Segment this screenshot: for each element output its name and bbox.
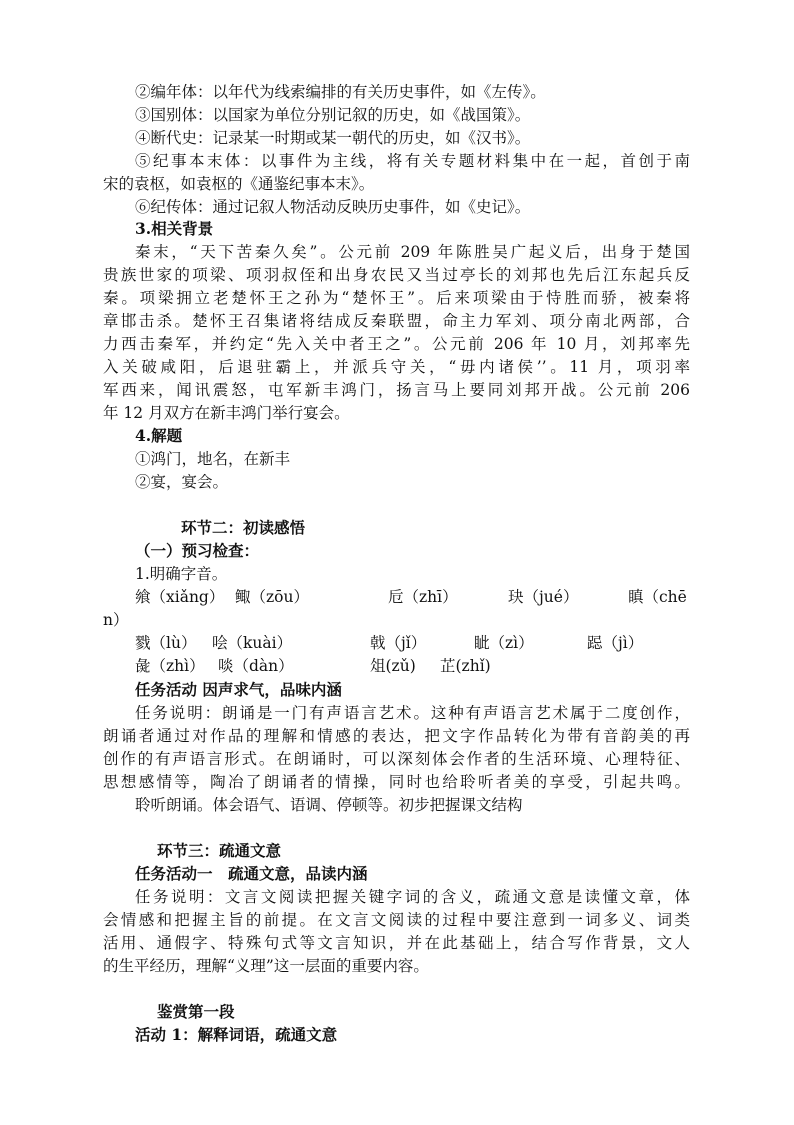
pronunciation-entry: 眦（zì） — [474, 634, 534, 652]
pronunciation-entry: 卮（zhī） — [388, 588, 458, 606]
genre-line: 宋的袁枢，如袁枢的《通鉴纪事本末》。 — [103, 175, 375, 193]
background-line: 贵族世家的项梁、项羽叔侄和出身农民又当过亭长的刘邦也先后江东起兵反 — [103, 266, 690, 284]
pronunciation-entry: 飨（xiǎng） — [135, 588, 225, 606]
background-line: 军西来，闻讯震怒，屯军新丰鸿门，扬言马上要同刘邦开战。公元前 206 — [103, 381, 690, 399]
appreciation-heading: 鉴赏第一段 — [157, 1002, 235, 1021]
section3-heading: 环节三：疏通文意 — [157, 841, 282, 860]
genre-line: ⑤纪事本末体：以事件为主线，将有关专题材料集中在一起，首创于南 — [135, 152, 690, 170]
background-line: 章邯击杀。楚怀王召集诸将结成反秦联盟，命主力军刘、项分南北两部，合 — [103, 312, 690, 330]
genre-line: ⑥纪传体：通过记叙人物活动反映历史事件，如《史记》。 — [135, 198, 531, 216]
background-line: 入关破咸阳，后退驻霸上，并派兵守关，“毋内诸侯’’。11 月，项羽率 — [103, 358, 690, 376]
pronunciation-entry: 彘（zhì） — [135, 657, 205, 675]
task-title: 任务活动一 疏通文意，品读内涵 — [135, 864, 368, 883]
pronunciation-entry: 哙（kuài） — [212, 634, 293, 652]
task-description-line: 创作的有声语言形式。在朗诵时，可以深刻体会作者的生活环境、心理特征、 — [103, 750, 690, 768]
task-description-line: 会情感和把握主旨的前提。在文言文阅读的过程中要注意到一词多义、词类 — [103, 911, 690, 929]
pronunciation-entry: 俎(zǔ) — [370, 657, 416, 675]
background-line: 秦。项梁拥立老楚怀王之孙为“楚怀王”。后来项梁由于恃胜而骄，被秦将 — [103, 289, 690, 307]
background-heading: 3.相关背景 — [135, 219, 214, 238]
genre-line: ④断代史：记录某一时期或某一朝代的历史，如《汉书》。 — [135, 129, 531, 147]
activity-heading: 活动 1：解释词语，疏通文意 — [135, 1025, 338, 1044]
pronunciation-entry: 瞋（chē — [628, 588, 687, 606]
pronunciation-entry: 戟（jǐ） — [370, 634, 427, 652]
pronunciation-entry: 跽（jì） — [587, 634, 644, 652]
pronunciation-entry: 芷(zhǐ) — [440, 657, 491, 675]
pronunciation-entry: 啖（dàn） — [218, 657, 294, 675]
genre-line: ③国别体：以国家为单位分别记叙的历史，如《战国策》。 — [135, 106, 531, 124]
task-description-line: 朗诵者通过对作品的理解和情感的表达，把文字作品转化为带有音韵美的再 — [103, 727, 690, 745]
background-line: 力西击秦军，并约定“先入关中者王之”。公元前 206 年 10 月，刘邦率先 — [103, 335, 690, 353]
pronunciation-entry-wrap: n） — [103, 611, 129, 629]
background-line: 秦末，“天下苦秦久矣”。公元前 209 年陈胜吴广起义后，出身于楚国 — [135, 243, 690, 261]
title-explain-item: ①鸿门，地名，在新丰 — [135, 450, 291, 468]
title-explain-item: ②宴，宴会。 — [135, 473, 229, 491]
pronunciation-item: 1.明确字音。 — [135, 565, 228, 583]
preview-check-heading: （一）预习检查： — [135, 541, 260, 560]
task-description-line: 的生平经历，理解“义理”这一层面的重要内容。 — [103, 957, 429, 975]
task-description-line: 任务说明：文言文阅读把握关键字词的含义，疏通文意是读懂文章，体 — [135, 888, 690, 906]
pronunciation-entry: 戮（lù） — [135, 634, 197, 652]
pronunciation-entry: 鲰（zōu） — [235, 588, 309, 606]
section2-heading: 环节二：初读感悟 — [181, 518, 306, 537]
genre-line: ②编年体：以年代为线索编排的有关历史事件，如《左传》。 — [135, 83, 546, 101]
task-description-line: 思想感情等，陶冶了朗诵者的情操，同时也给聆听者美的享受，引起共鸣。 — [103, 773, 690, 791]
listen-instruction: 聆听朗诵。体会语气、语调、停顿等。初步把握课文结构 — [135, 796, 523, 814]
pronunciation-entry: 玦（jué） — [508, 588, 579, 606]
task-description-line: 活用、通假字、特殊句式等文言知识，并在此基础上，结合写作背景，文人 — [103, 934, 690, 952]
title-explain-heading: 4.解题 — [135, 426, 183, 445]
task-title: 任务活动 因声求气，品味内涵 — [135, 680, 342, 699]
background-line: 年 12 月双方在新丰鸿门举行宴会。 — [103, 404, 350, 422]
task-description-line: 任务说明：朗诵是一门有声语言艺术。这种有声语言艺术属于二度创作， — [135, 704, 690, 722]
